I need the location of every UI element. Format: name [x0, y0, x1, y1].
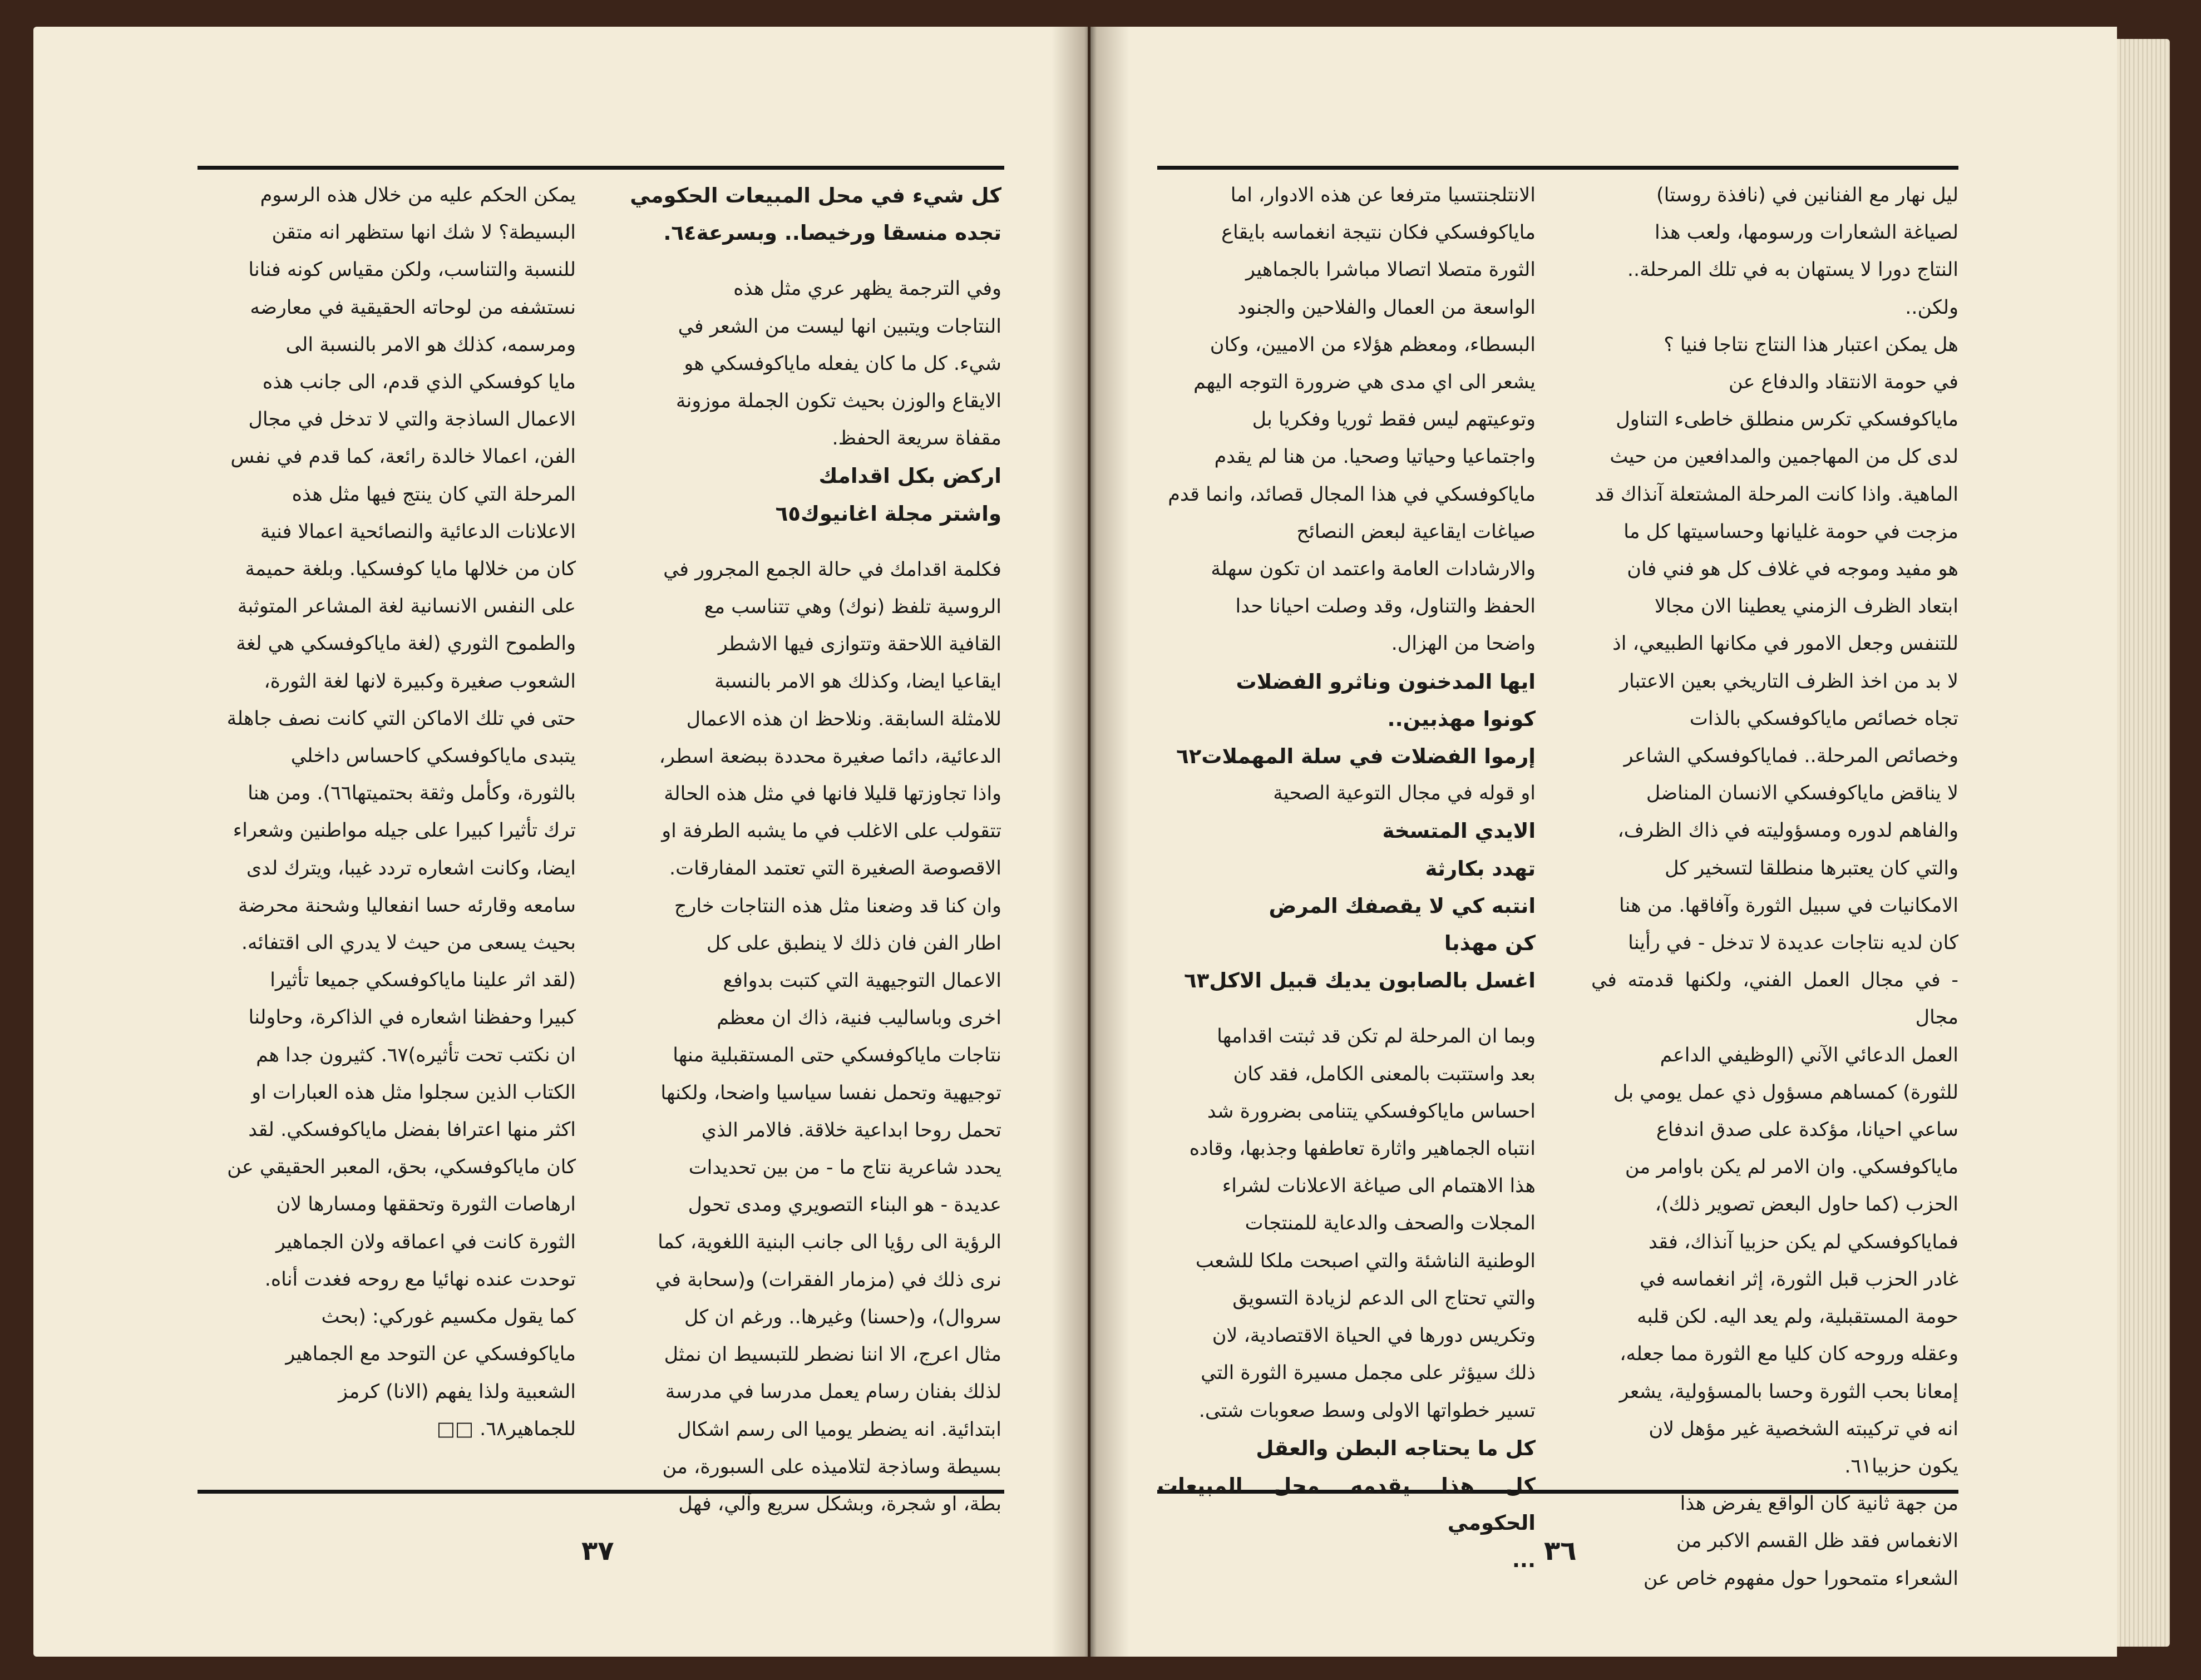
- text-line: الاقصوصة الصغيرة التي تعتمد المفارقات.: [669, 857, 1001, 880]
- verse-line: تجده منسقا ورخيصا.. وبسرعة٦٤.: [663, 221, 1001, 245]
- text-line: حومة المستقبلية، ولم يعد اليه. لكن قلبه: [1637, 1306, 1958, 1328]
- text-line: لدى كل من المهاجمين والمدافعين من حيث: [1610, 446, 1958, 468]
- text-line: لذلك بفنان رسام يعمل مدرسا في مدرسة: [665, 1381, 1001, 1404]
- text-line: الامكانيات في سبيل الثورة وآفاقها. من هنا: [1619, 894, 1958, 917]
- text-line: الوطنية الناشئة والتي اصبحت ملكا للشعب: [1195, 1249, 1536, 1272]
- text-line: توجيهية وتحمل نفسا سياسيا واضحا، ولكنها: [660, 1081, 1001, 1104]
- text-line: الثورة متصلا اتصالا مباشرا بالجماهير: [1246, 259, 1536, 281]
- text-line: الثورة كانت في اعماقه ولان الجماهير: [275, 1231, 576, 1253]
- text-line: لصياغة الشعارات ورسومها، ولعب هذا: [1655, 221, 1958, 244]
- text-line: ابتدائية. انه يضطر يوميا الى رسم اشكال: [677, 1418, 1001, 1441]
- text-line: حتى في تلك الاماكن التي كانت نصف جاهلة: [226, 707, 576, 730]
- text-line: ماياكوفسكي. وان الامر لم يكن باوامر من: [1625, 1156, 1958, 1179]
- text-line: هو مفيد وموجه في غلاف كل هو فني فان: [1627, 558, 1958, 581]
- text-line: واجتماعيا وحياتيا وصحيا. من هنا لم يقدم: [1214, 446, 1536, 468]
- text-line: غادر الحزب قبل الثورة، إثر انغماسه في: [1640, 1268, 1958, 1291]
- text-line: مزجت في حومة غليانها وحساسيتها كل ما: [1623, 520, 1958, 543]
- text-line: الشعوب صغيرة وكبيرة لانها لغة الثورة،: [264, 670, 576, 693]
- text-line: الاعمال الساذجة والتي لا تدخل في مجال: [248, 408, 576, 431]
- text-line: بطة، او شجرة، وبشكل سريع وآلي، فهل: [678, 1493, 1001, 1515]
- text-line: ليل نهار مع الفنانين في (نافذة روستا): [1656, 184, 1958, 206]
- text-line: الايقاع والوزن بحيث تكون الجملة موزونة: [675, 390, 1001, 413]
- text-line: للامثلة السابقة. ونلاحظ ان هذه الاعمال: [686, 708, 1001, 730]
- verse-line: إرموا الفضلات في سلة المهملات٦٢: [1176, 744, 1536, 769]
- top-rule-left-page: [198, 166, 1004, 170]
- verse-line: اغسل بالصابون يديك قبيل الاكل٦٣: [1184, 969, 1536, 993]
- text-line: اطار الفن فان ذلك لا ينطبق على كل: [706, 932, 1001, 955]
- text-line: ولكن..: [1905, 296, 1958, 319]
- verse-line: كل شيء في محل المبيعات الحكومي: [630, 184, 1001, 207]
- text-line: واذا تجاوزتها قليلا فانها في مثل هذه الحالة: [664, 783, 1001, 806]
- paragraph-gap: [1157, 999, 1536, 1018]
- text-line: بعد واستتبت بالمعنى الكامل، فقد كان: [1233, 1063, 1536, 1085]
- text-line: الفن، اعمالا خالدة رائعة، كما قدم في نفس: [230, 446, 576, 468]
- text-line: اكثر منها اعترافا بفضل ماياكوفسكي. لقد: [248, 1119, 576, 1142]
- text-line: ماياكوفسكي تكرس منطلق خاطىء التناول: [1616, 408, 1958, 431]
- text-line: تجاه خصائص ماياكوفسكي بالذات: [1689, 707, 1958, 730]
- text-line: المرحلة التي كان ينتج فيها مثل هذه: [292, 483, 576, 506]
- text-line: يمكن الحكم عليه من خلال هذه الرسوم: [260, 184, 576, 206]
- text-line: لا بد من اخذ الظرف التاريخي بعين الاعتبار: [1620, 670, 1958, 693]
- text-line: وتوعيتهم ليس فقط ثوريا وفكريا بل: [1252, 408, 1536, 431]
- right-page-column-right: [1591, 177, 1958, 1598]
- text-line: - في مجال العمل الفني، ولكنها قدمته في مجال: [1591, 969, 1958, 1029]
- text-line: ايقاعيا ايضا، وكذلك هو الامر بالنسبة: [714, 670, 1001, 693]
- verse-line: ايها المدخنون وناثرو الفضلات: [1236, 669, 1536, 694]
- text-line: احساس ماياكوفسكي يتنامى بضرورة شد: [1207, 1100, 1536, 1123]
- paragraph-gap: [623, 251, 1001, 270]
- paragraph-gap: [623, 532, 1001, 551]
- text-line: ومرسمه، كذلك هو الامر بالنسبة الى: [285, 333, 576, 356]
- text-line: صياغات ايقاعية لبعض النصائح: [1296, 520, 1536, 543]
- text-line: والتي كان يعتبرها منطلقا لتسخير كل: [1665, 857, 1958, 879]
- text-line: في حومة الانتقاد والدفاع عن: [1728, 371, 1958, 394]
- text-line: كان لديه نتاجات عديدة لا تدخل - في رأينا: [1628, 932, 1958, 955]
- text-line: مثال اعرج، الا اننا نضطر للتبسيط ان نمثل: [664, 1343, 1001, 1366]
- text-line: فكلمة اقدامك في حالة الجمع المجرور في: [663, 558, 1001, 581]
- text-line: الانغماس فقد ظل القسم الاكبر من: [1676, 1530, 1958, 1553]
- text-line: مقفاة سريعة الحفظ.: [832, 427, 1001, 450]
- text-line: انه في تركيبته الشخصية غير مؤهل لان: [1649, 1417, 1958, 1440]
- text-line: الدعائية، دائما صغيرة محددة ببضعة اسطر،: [659, 745, 1001, 768]
- text-line: تسير خطواتها الاولى وسط صعوبات شتى.: [1198, 1399, 1536, 1422]
- text-line: مايا كوفسكي الذي قدم، الى جانب هذه: [262, 371, 576, 394]
- text-line: للنسبة والتناسب، ولكن مقياس كونه فنانا: [248, 259, 576, 281]
- text-line: العمل الدعائي الآني (الوظيفي الداعم: [1660, 1044, 1958, 1066]
- text-line: والارشادات العامة واعتمد ان تكون سهلة: [1211, 558, 1536, 581]
- text-line: اخرى وباساليب فنية، ذاك ان معظم: [717, 1007, 1001, 1030]
- text-line: للجماهير٦٨. □□: [436, 1417, 576, 1440]
- text-line: إمعانا بحب الثورة وحسا بالمسؤولية، يشعر: [1619, 1380, 1958, 1403]
- text-line: الاعمال التوجيهية التي كتبت بدوافع: [723, 970, 1001, 992]
- text-line: النتاجات ويتبين انها ليست من الشعر في: [678, 315, 1001, 338]
- text-line: كبيرا وحفظنا اشعاره في الذاكرة، وحاولنا: [248, 1006, 576, 1029]
- text-line: ترك تأثيرا كبيرا على جيله مواطنين وشعراء: [233, 819, 576, 842]
- text-line: او قوله في مجال التوعية الصحية: [1273, 782, 1536, 805]
- text-line: الشعبية ولذا يفهم (الانا) كرمز: [338, 1380, 576, 1403]
- text-line: الكتاب الذين سجلوا مثل هذه العبارات او: [251, 1081, 576, 1104]
- verse-line: ...: [1512, 1548, 1536, 1573]
- text-line: من جهة ثانية كان الواقع يفرض هذا: [1680, 1493, 1958, 1515]
- text-line: ماياكوفسكي في هذا المجال قصائد، وانما قدم: [1168, 483, 1536, 506]
- text-line: وعقله وروحه كان كليا مع الثورة مما جعله،: [1620, 1343, 1958, 1366]
- text-line: المجلات والصحف والدعاية للمنتجات: [1245, 1212, 1536, 1235]
- verse-line: كن مهذبا: [1444, 931, 1536, 956]
- text-line: الحزب (كما حاول البعض تصوير ذلك)،: [1655, 1193, 1958, 1216]
- book-gutter: [1052, 27, 1129, 1657]
- verse-line: كونوا مهذبين..: [1387, 706, 1536, 731]
- text-line: واضحا من الهزال.: [1391, 633, 1536, 655]
- text-line: انتباه الجماهير واثارة تعاطفها وجذبها، وقاده: [1189, 1138, 1536, 1160]
- text-line: يشعر الى اي مدى هي ضرورة التوجه اليهم: [1193, 371, 1536, 394]
- text-line: شيء. كل ما كان يفعله ماياكوفسكي هو: [684, 352, 1001, 375]
- text-line: نتاجات ماياكوفسكي حتى المستقبلية منها: [673, 1044, 1001, 1067]
- text-line: ايضا، وكانت اشعاره تردد غيبا، ويترك لدى: [246, 857, 576, 879]
- text-line: ان نكتب تحت تأثيره)٦٧. كثيرون جدا هم: [256, 1044, 576, 1066]
- text-line: كان ماياكوفسكي، بحق، المعبر الحقيقي عن: [227, 1156, 576, 1179]
- text-line: نرى ذلك في (مزمار الفقرات) و(سحابة في: [655, 1268, 1001, 1291]
- text-line: بحيث يسعى من حيث لا يدري الى اقتفائه.: [241, 932, 576, 955]
- text-line: يكون حزبيا٦١.: [1844, 1455, 1958, 1478]
- text-line: الواسعة من العمال والفلاحين والجنود: [1237, 296, 1536, 319]
- text-line: ساعي احيانا، مؤكدة على صدق اندفاع: [1656, 1119, 1958, 1142]
- text-line: القافية اللاحقة وتتوازى فيها الاشطر: [718, 633, 1001, 656]
- left-page-column-right: [623, 177, 1001, 1523]
- text-line: سامعه وقارئه حسا انفعاليا وشحنة محرضة: [238, 894, 576, 917]
- text-line: يتبدى ماياكوفسكي كاحساس داخلي: [290, 745, 576, 768]
- text-line: الشعراء متمحورا حول مفهوم خاص عن: [1643, 1567, 1958, 1590]
- text-line: للثورة) كمساهم مسؤول ذي عمل يومي بل: [1613, 1081, 1958, 1104]
- text-line: وبما ان المرحلة لم تكن قد ثبتت اقدامها: [1217, 1025, 1536, 1048]
- text-line: لا يناقض ماياكوفسكي الانسان المناضل: [1646, 782, 1958, 805]
- text-line: للتنفس وجعل الامور في مكانها الطبيعي، اذ: [1612, 633, 1958, 655]
- text-line: تتقولب على الاغلب في ما يشبه الطرفة او: [662, 820, 1001, 843]
- verse-line: كل ما يحتاجه البطن والعقل: [1256, 1436, 1536, 1460]
- text-line: والتي تحتاج الى الدعم لزيادة التسويق: [1232, 1287, 1536, 1310]
- text-line: نستشفه من لوحاته الحقيقية في معارضه: [250, 296, 576, 319]
- text-line: البسطاء، ومعظم هؤلاء من الاميين، وكان: [1210, 333, 1536, 356]
- text-line: والفاهم لدوره ومسؤوليته في ذاك الظرف،: [1617, 819, 1958, 842]
- text-line: الماهية. واذا كانت المرحلة المشتعلة آنذاك قد: [1595, 483, 1958, 506]
- verse-line: كل هذا يقدمه محل المبيعات الحكومي: [1157, 1473, 1536, 1535]
- text-line: ارهاصات الثورة وتحققها ومسارها لان: [276, 1193, 576, 1216]
- text-line: الرؤية الى رؤيا الى جانب البنية اللغوية، كما: [658, 1231, 1001, 1254]
- text-line: ابتعاد الظرف الزمني يعطينا الان مجالا: [1654, 595, 1958, 618]
- text-line: سروال)، و(حسنا) وغيرها.. ورغم ان كل: [684, 1306, 1001, 1328]
- left-page-column-left: [198, 177, 576, 1448]
- text-line: فماياكوفسكي لم يكن حزبيا آنذاك، فقد: [1649, 1231, 1958, 1253]
- text-line: على النفس الانسانية لغة المشاعر المتوثبة: [237, 595, 576, 618]
- page-number-left: ٣٧: [581, 1535, 614, 1567]
- text-line: تحمل روحا ابداعية خلاقة. فالامر الذي: [701, 1119, 1001, 1142]
- text-line: وخصائص المرحلة.. فماياكوفسكي الشاعر: [1623, 745, 1958, 768]
- text-line: عديدة - هو البناء التصويري ومدى تحول: [688, 1194, 1001, 1217]
- text-line: بالثورة، وكأمل وثقة بحتميتها٦٦). ومن هنا: [248, 782, 576, 805]
- verse-line: انتبه كي لا يقصفك المرض: [1269, 893, 1536, 918]
- text-line: يحدد شاعرية نتاج ما - من بين تحديدات: [688, 1157, 1001, 1179]
- text-line: هذا الاهتمام الى صياغة الاعلانات لشراء: [1222, 1175, 1536, 1198]
- text-line: وفي الترجمة يظهر عري مثل هذه: [733, 278, 1001, 300]
- text-line: النتاج دورا لا يستهان به في تلك المرحلة..: [1627, 259, 1958, 281]
- top-rule-right-page: [1157, 166, 1958, 170]
- verse-line: واشتر مجلة اغانيوك٦٥: [775, 501, 1001, 526]
- text-line: الحفظ والتناول، وقد وصلت احيانا حدا: [1235, 595, 1536, 618]
- text-line: وتكريس دورها في الحياة الاقتصادية، لان: [1212, 1325, 1536, 1347]
- right-page-column-left: [1157, 177, 1536, 1579]
- verse-line: اركض بكل اقدامك: [818, 464, 1001, 488]
- page-number-right: ٣٦: [1544, 1535, 1577, 1567]
- text-line: الانتلجنتسيا مترفعا عن هذه الادوار، اما: [1230, 184, 1536, 206]
- text-line: البسيطة؟ لا شك انها ستظهر انه متقن: [272, 221, 576, 244]
- text-line: كما يقول مكسيم غوركي: (بحث: [321, 1306, 576, 1328]
- text-line: هل يمكن اعتبار هذا النتاج نتاجا فنيا ؟: [1664, 333, 1958, 356]
- text-line: (لقد اثر علينا ماياكوفسكي جميعا تأثيرا: [270, 969, 576, 992]
- text-line: توحدت عنده نهائيا مع روحه فغدت أناه.: [264, 1268, 576, 1291]
- text-line: ذلك سيؤثر على مجمل مسيرة الثورة التي: [1201, 1362, 1536, 1385]
- text-line: بسيطة وساذجة لتلاميذه على السبورة، من: [662, 1455, 1001, 1478]
- text-line: كان من خلالها مايا كوفسكيا. وبلغة حميمة: [245, 558, 576, 581]
- verse-line: الايدي المتسخة: [1382, 819, 1536, 843]
- text-line: والطموح الثوري (لغة ماياكوفسكي هي لغة: [236, 633, 576, 655]
- text-line: الروسية تلفظ (نوك) وهي تتناسب مع: [704, 596, 1001, 619]
- page-edges: [2117, 39, 2170, 1647]
- text-line: ماياكوفسكي عن التوحد مع الجماهير: [285, 1343, 576, 1366]
- verse-line: تهدد بكارثة: [1425, 856, 1536, 881]
- text-line: الاعلانات الدعائية والنصائحية اعمالا فنية: [260, 520, 576, 543]
- text-line: وان كنا قد وضعنا مثل هذه النتاجات خارج: [674, 895, 1001, 917]
- text-line: ماياكوفسكي فكان نتيجة انغماسه بايقاع: [1221, 221, 1536, 244]
